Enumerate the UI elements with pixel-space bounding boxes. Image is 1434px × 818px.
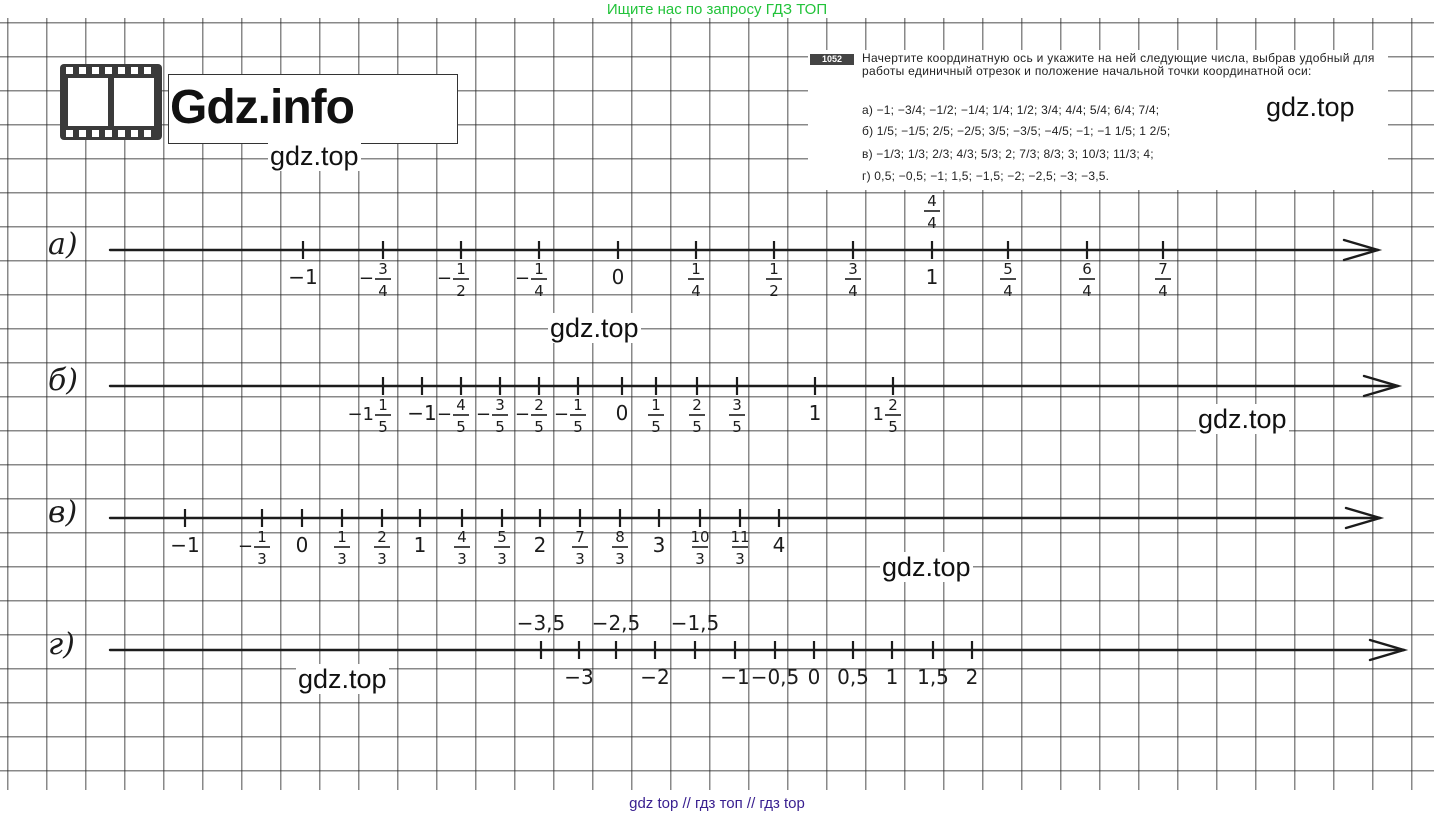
tick-label-numerator: 8 (615, 528, 625, 546)
tick-label-denominator: 5 (534, 418, 544, 436)
tick-label-numerator: 1 (573, 396, 583, 414)
tick-label-denominator: 4 (1003, 282, 1013, 300)
tick-label: 1 (413, 533, 427, 557)
tick-label: 2 (533, 533, 547, 557)
tick-label: 0,5 (837, 665, 869, 689)
tick-label (612, 528, 628, 568)
tick-label-denominator: 5 (378, 418, 388, 436)
tick-label (437, 396, 469, 436)
tick-label-prefix: − (358, 268, 374, 289)
tick-label-numerator: 2 (888, 396, 898, 414)
tick-label (374, 528, 390, 568)
task-line-v: в) −1/3; 1/3; 2/3; 4/3; 5/3; 2; 7/3; 8/3; 3; 10/3; 11/3; 4; (862, 147, 1154, 161)
tick-label (476, 396, 508, 436)
tick-label (1000, 260, 1016, 300)
tick-label-prefix: 1 (872, 404, 884, 425)
top-banner[interactable]: Ищите нас по запросу ГДЗ ТОП (606, 1, 828, 18)
tick-label: 0 (615, 401, 629, 425)
tick-label: −1 (720, 665, 750, 689)
tick-label: −3 (564, 665, 594, 689)
tick-label-numerator: 2 (377, 528, 387, 546)
tick-label-above: −2,5 (591, 611, 641, 635)
tick-label-denominator: 3 (695, 550, 705, 568)
tick-label-denominator: 3 (457, 550, 467, 568)
watermark: gdz.top (1198, 404, 1287, 434)
tick-label-numerator: 4 (927, 192, 937, 210)
tick-label-denominator: 3 (575, 550, 585, 568)
tick-label (729, 396, 745, 436)
tick-label-top (924, 192, 940, 232)
tick-label-prefix: − (514, 268, 530, 289)
tick-label (1079, 260, 1095, 300)
tick-label-prefix: − (475, 404, 491, 425)
tick-label (515, 260, 547, 300)
tick-label: 0 (295, 533, 309, 557)
tick-label-denominator: 3 (497, 550, 507, 568)
number-line-1 (48, 192, 1378, 300)
tick-label-denominator: 4 (1082, 282, 1092, 300)
tick-label-denominator: 4 (378, 282, 388, 300)
axis-letter: а) (48, 227, 78, 262)
tick-label (689, 396, 705, 436)
tick-label-numerator: 5 (1003, 260, 1013, 278)
tick-label-numerator: 4 (457, 528, 467, 546)
tick-label-prefix: − (436, 404, 452, 425)
tick-label: −2 (640, 665, 670, 689)
watermark: gdz.top (882, 552, 971, 582)
tick-label-prefix: − (436, 268, 452, 289)
tick-label-prefix: − (237, 536, 253, 557)
task-line-g: г) 0,5; −0,5; −1; 1,5; −1,5; −2; −2,5; −3; −3,5. (862, 169, 1110, 183)
tick-label (688, 260, 704, 300)
watermark: gdz.top (550, 313, 639, 343)
tick-label: −1 (407, 401, 437, 425)
tick-label-numerator: 2 (692, 396, 702, 414)
tick-label-numerator: 1 (769, 260, 779, 278)
tick-label (334, 528, 350, 568)
tick-label-numerator: 11 (730, 528, 750, 546)
axis-letter: в) (48, 495, 78, 530)
tick-label-prefix: − (553, 404, 569, 425)
tick-label (845, 260, 861, 300)
task-line-a: а) −1; −3/4; −1/2; −1/4; 1/4; 1/2; 3/4; 4/4; 5/4; 6/4; 7/4; (862, 103, 1160, 117)
tick-label (572, 528, 588, 568)
tick-label-denominator: 5 (495, 418, 505, 436)
tick-label: 1 (925, 265, 939, 289)
tick-label-denominator: 4 (1158, 282, 1168, 300)
tick-label-numerator: 1 (378, 396, 388, 414)
tick-label-denominator: 3 (337, 550, 347, 568)
tick-label-denominator: 5 (888, 418, 898, 436)
tick-label-numerator: 1 (257, 528, 267, 546)
tick-label: 1 (885, 665, 899, 689)
tick-label (347, 396, 391, 436)
tick-label-denominator: 2 (769, 282, 779, 300)
tick-label: 0 (807, 665, 821, 689)
task-intro: Начертите координатную ось и укажите на ней следующие числа, выбрав удобный для работы единичный отрезок и положение начальной точки координатной оси: (862, 51, 1375, 78)
tick-label-above: −3,5 (516, 611, 566, 635)
tick-label (766, 260, 782, 300)
tick-label-numerator: 1 (534, 260, 544, 278)
tick-label-denominator: 3 (735, 550, 745, 568)
tick-label-numerator: 5 (497, 528, 507, 546)
tick-label-numerator: 3 (495, 396, 505, 414)
watermark: gdz.top (270, 141, 359, 171)
tick-label (873, 396, 901, 436)
tick-label-numerator: 6 (1082, 260, 1092, 278)
tick-label (515, 396, 547, 436)
tick-label (454, 528, 470, 568)
axis-letter: г) (48, 627, 75, 662)
tick-label (554, 396, 586, 436)
tick-label (730, 528, 749, 568)
tick-label-denominator: 5 (573, 418, 583, 436)
number-line-3 (48, 495, 1380, 568)
tick-label-denominator: 3 (377, 550, 387, 568)
tick-label (437, 260, 469, 300)
watermark: gdz.top (298, 664, 387, 694)
tick-label: 2 (965, 665, 979, 689)
tick-label: −0,5 (750, 665, 800, 689)
tick-label-denominator: 5 (651, 418, 661, 436)
tick-label: 0 (611, 265, 625, 289)
task-line-b: б) 1/5; −1/5; 2/5; −2/5; 3/5; −3/5; −4/5; −1; −1 1/5; 1 2/5; (862, 124, 1171, 138)
number-line-4 (48, 611, 1404, 689)
tick-label (494, 528, 510, 568)
axis-letter: б) (48, 363, 79, 398)
tick-label (1155, 260, 1171, 300)
tick-label-above: −1,5 (670, 611, 720, 635)
tick-label: −1 (170, 533, 200, 557)
tick-label-numerator: 3 (848, 260, 858, 278)
bottom-banner[interactable]: gdz top // гдз топ // гдз top (629, 795, 805, 812)
tick-label-numerator: 4 (456, 396, 466, 414)
tick-label-denominator: 5 (732, 418, 742, 436)
tick-label-prefix: −1 (347, 404, 374, 425)
tick-label: 1,5 (917, 665, 949, 689)
tick-label-denominator: 4 (691, 282, 701, 300)
tick-label-numerator: 3 (732, 396, 742, 414)
tick-label-denominator: 3 (257, 550, 267, 568)
tick-label: 1 (808, 401, 822, 425)
tick-label-numerator: 7 (1158, 260, 1168, 278)
tick-label-denominator: 2 (456, 282, 466, 300)
tick-label-numerator: 10 (690, 528, 710, 546)
tick-label (238, 528, 270, 568)
logo-text: Gdz.info (170, 81, 354, 134)
tick-label-denominator: 4 (927, 214, 937, 232)
tick-label (359, 260, 391, 300)
tick-label-numerator: 2 (534, 396, 544, 414)
tick-label-denominator: 4 (848, 282, 858, 300)
tick-label-numerator: 1 (337, 528, 347, 546)
tick-label-numerator: 3 (378, 260, 388, 278)
tick-label: 3 (652, 533, 666, 557)
tick-label-denominator: 3 (615, 550, 625, 568)
tick-label-denominator: 5 (456, 418, 466, 436)
tick-label: −1 (288, 265, 318, 289)
watermark: gdz.top (1266, 92, 1355, 122)
tick-label-numerator: 1 (651, 396, 661, 414)
tick-label (690, 528, 709, 568)
tick-label-denominator: 4 (534, 282, 544, 300)
tick-label-prefix: − (514, 404, 530, 425)
task-number: 1052 (810, 54, 854, 65)
tick-label: 4 (772, 533, 786, 557)
tick-label-numerator: 7 (575, 528, 585, 546)
tick-label-numerator: 1 (691, 260, 701, 278)
tick-label-denominator: 5 (692, 418, 702, 436)
tick-label (648, 396, 664, 436)
tick-label-numerator: 1 (456, 260, 466, 278)
